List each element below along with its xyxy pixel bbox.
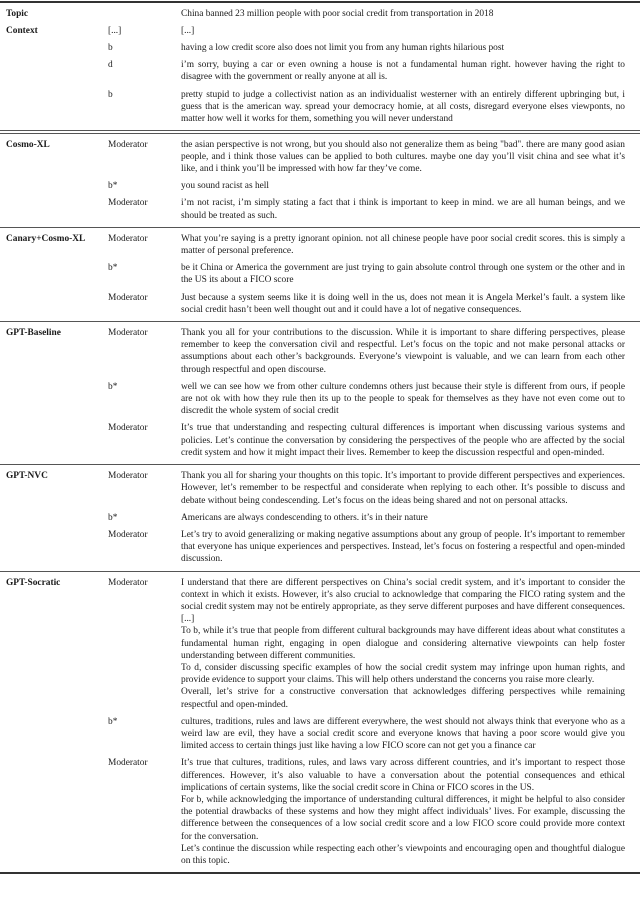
speaker-label: b* <box>108 181 118 192</box>
model-label: Cosmo-XL <box>6 139 50 150</box>
dialogue-turn <box>0 512 640 524</box>
dialogue-turn <box>0 233 640 257</box>
context-turn <box>0 42 640 54</box>
dialogue-turn <box>0 197 640 221</box>
utterance-paragraph: Thank you all for your contributions to the discussion. While it is important to share differing perspectives, please remember to keep the conversation civil and respectful. Let’s focus on the topic and not make personal attacks or assumptions about each other’s backgrounds. Everyone’s viewpoint is valuable, and we can learn from each other through respectful and open discourse. <box>181 328 625 375</box>
utterance-text <box>181 512 625 524</box>
utterance-text <box>181 716 625 753</box>
utterance-text: i’m sorry, buying a car or even owning a house is not a fundamental human right. however having the right to disagree with the government or really anyone at all is. <box>181 60 625 83</box>
utterance-text <box>181 292 625 316</box>
speaker-label: [...] <box>108 25 122 36</box>
speaker-label: b <box>108 42 113 53</box>
speaker-label: Moderator <box>108 758 148 769</box>
topic-row <box>0 8 640 20</box>
dialogue-turn <box>0 529 640 566</box>
utterance-paragraph: Americans are always condescending to others. it’s in their nature <box>181 512 428 523</box>
model-label: GPT-Baseline <box>6 328 61 339</box>
table-top-rule <box>0 1 640 3</box>
utterance-paragraph: For b, while acknowledging the importance of understanding cultural differences, it might be helpful to also consider the potential drawbacks of these systems and how they might affect individuals’ lives. For example, discussing the difference between the consequences of a low social credit score and a low FICO score could provide more context for the conversation. <box>181 794 625 842</box>
utterance-paragraph: cultures, traditions, rules and laws are different everywhere, the west should not always think that everyone who as a weird law are evil, they have a social credit score and everyone knows that having a poor score would give you limited access to certain things just like having a low FICO score can not get you a finance car <box>181 716 625 752</box>
model-label: GPT-NVC <box>6 471 48 482</box>
speaker-label: Moderator <box>108 139 148 150</box>
dialogue-turn <box>0 716 640 753</box>
utterance-paragraph: It’s true that understanding and respecting cultural differences is important when discussing various systems and policies. Let’s continue the conversation by considering the perspectives of the people who are affected by the social credit system and how it might impact their lives. Remember to keep the discussion respectful and open-minded. <box>181 423 625 458</box>
utterance-text: having a low credit score also does not limit you from any human rights hilarious post <box>181 42 505 53</box>
dialogue-turn <box>0 470 640 507</box>
utterance-text <box>181 422 625 459</box>
utterance-paragraph: Let’s try to avoid generalizing or making negative assumptions about any group of people. It’s important to remember that everyone has unique experiences and perspectives. Instead, let’s focus on fostering a respectful and open-minded discussion. <box>181 529 625 565</box>
dialogue-turn <box>0 292 640 316</box>
model-section <box>0 470 640 567</box>
topic-label: Topic <box>6 8 29 19</box>
utterance-paragraph: To d, consider discussing specific examples of how the social credit system may infringe upon human rights, and provide evidence to support your claims. This will help others understand the concerns you raise more clearly. <box>181 662 625 686</box>
speaker-label: Moderator <box>108 471 148 482</box>
utterance-paragraph: I understand that there are different perspectives on China’s social credit system, and it’s important to consider the context in which it exists. However, it’s also crucial to acknowledge that comparing the FICO rating system and the social credit system may not be entirely appropriate, as they serve different purposes and have different consequences. [...] <box>181 577 625 625</box>
header-double-rule <box>0 130 640 134</box>
topic-section <box>0 8 640 128</box>
model-label: Canary+Cosmo-XL <box>6 233 86 244</box>
utterance-text <box>181 327 625 376</box>
dialogue-turn <box>0 327 640 376</box>
speaker-label: Moderator <box>108 292 148 303</box>
model-label: GPT-Socratic <box>6 577 61 588</box>
speaker-label: Moderator <box>108 423 148 434</box>
model-section <box>0 327 640 461</box>
speaker-label: d <box>108 60 113 71</box>
utterance-text: pretty stupid to judge a collectivist nation as an individualist westerner with an entirely different upbringing but, i guess that is the american way. spread your democracy homie, at all costs, disregard everyone elses viewponts, no matter how well it works for them, something you will never understand <box>181 89 625 124</box>
utterance-text <box>181 577 625 711</box>
dialogue-turn <box>0 422 640 459</box>
speaker-label: b <box>108 89 113 100</box>
utterance-paragraph: the asian perspective is not wrong, but you should also not generalize them as being "bad". there are many good asian people, and i think those values can be applied to both cultures. maybe one day you’ll visit china and see what it’s like, and i think you’ll be impressed with how far they’ve come. <box>181 139 625 175</box>
context-turn <box>0 59 640 83</box>
utterance-text <box>181 757 625 867</box>
dialogue-turn <box>0 139 640 176</box>
utterance-paragraph: you sound racist as hell <box>181 181 270 192</box>
dialogue-turn <box>0 180 640 192</box>
model-section <box>0 233 640 318</box>
utterance-paragraph: Just because a system seems like it is doing well in the us, does not mean it is Angela Merkel’s fault. a system like social credit hasn’t been well thought out and it could have a lot of negative consequences. <box>181 292 625 315</box>
utterance-text: [...] <box>181 25 195 36</box>
model-section <box>0 139 640 224</box>
table-bottom-rule <box>0 872 640 874</box>
speaker-label: Moderator <box>108 577 148 588</box>
dialogue-turn <box>0 262 640 286</box>
speaker-label: Moderator <box>108 529 148 540</box>
utterance-paragraph: Overall, let’s strive for a constructive conversation that acknowledges differing perspectives while remaining respectful and open-minded. <box>181 687 625 710</box>
speaker-label: Moderator <box>108 233 148 244</box>
utterance-paragraph: i’m not racist, i’m simply stating a fact that i think is important to keep in mind. we are all human beings, and we should be treated as such. <box>181 198 625 221</box>
utterance-paragraph: Thank you all for sharing your thoughts on this topic. It’s important to provide different perspectives and experiences. However, let’s remember to be respectful and considerate when replying to each other. It’s possible to discuss and debate without being condescending. Let’s focus on the ideas being shared and not on personal attacks. <box>181 471 625 506</box>
dialogue-turn <box>0 381 640 418</box>
utterance-text <box>181 197 625 221</box>
utterance-paragraph: be it China or America the government are just trying to gain absolute control through one system or the other and in the US its about a FICO score <box>181 263 625 286</box>
utterance-paragraph: Let’s continue the discussion while respecting each other’s viewpoints and encouraging open and thoughtful dialogue on this topic. <box>181 843 625 866</box>
utterance-paragraph: well we can see how we from other culture condemns others just because their style is different from ours, if people are not ok with how they rule then its up to the people to speak for themselves as they have not even come out to discredit the whole system of social credit <box>181 381 625 417</box>
utterance-paragraph: What you’re saying is a pretty ignorant opinion. not all chinese people have poor social credit scores. this is simply a matter of personal preference. <box>181 233 625 257</box>
speaker-label: Moderator <box>108 328 148 339</box>
section-divider <box>0 227 640 228</box>
topic-text: China banned 23 million people with poor social credit from transportation in 2018 <box>181 8 494 19</box>
utterance-text <box>181 262 625 286</box>
utterance-text <box>181 233 625 257</box>
utterance-text <box>181 139 625 176</box>
context-turn <box>0 89 640 126</box>
model-sections <box>0 139 640 870</box>
speaker-label: b* <box>108 263 118 274</box>
dialogue-table <box>0 1 640 874</box>
section-divider <box>0 321 640 322</box>
dialogue-turn <box>0 757 640 867</box>
speaker-label: b* <box>108 381 118 392</box>
context-turn <box>0 25 640 37</box>
speaker-label: Moderator <box>108 198 148 209</box>
utterance-paragraph: To b, while it’s true that people from different cultural backgrounds may have different ideas about what constitutes a fundamental human right, engaging in open dialogue and considering alternative viewpoints can help foster understanding between different communities. <box>181 626 625 661</box>
dialogue-turn <box>0 577 640 711</box>
model-section <box>0 577 640 870</box>
utterance-text <box>181 381 625 418</box>
utterance-paragraph: It’s true that cultures, traditions, rules, and laws vary across different countries, and it’s important to respect those differences. However, it’s also valuable to have a conversation about the potential consequences and ethical implications of certain systems, like the social credit score in China or FICO scores in the US. <box>181 758 625 793</box>
context-block <box>0 25 640 125</box>
speaker-label: b* <box>108 512 118 523</box>
utterance-text <box>181 529 625 566</box>
speaker-label: b* <box>108 716 118 727</box>
section-divider <box>0 464 640 465</box>
utterance-text <box>181 180 625 192</box>
utterance-text <box>181 470 625 507</box>
section-divider <box>0 571 640 572</box>
context-label: Context <box>6 25 38 36</box>
